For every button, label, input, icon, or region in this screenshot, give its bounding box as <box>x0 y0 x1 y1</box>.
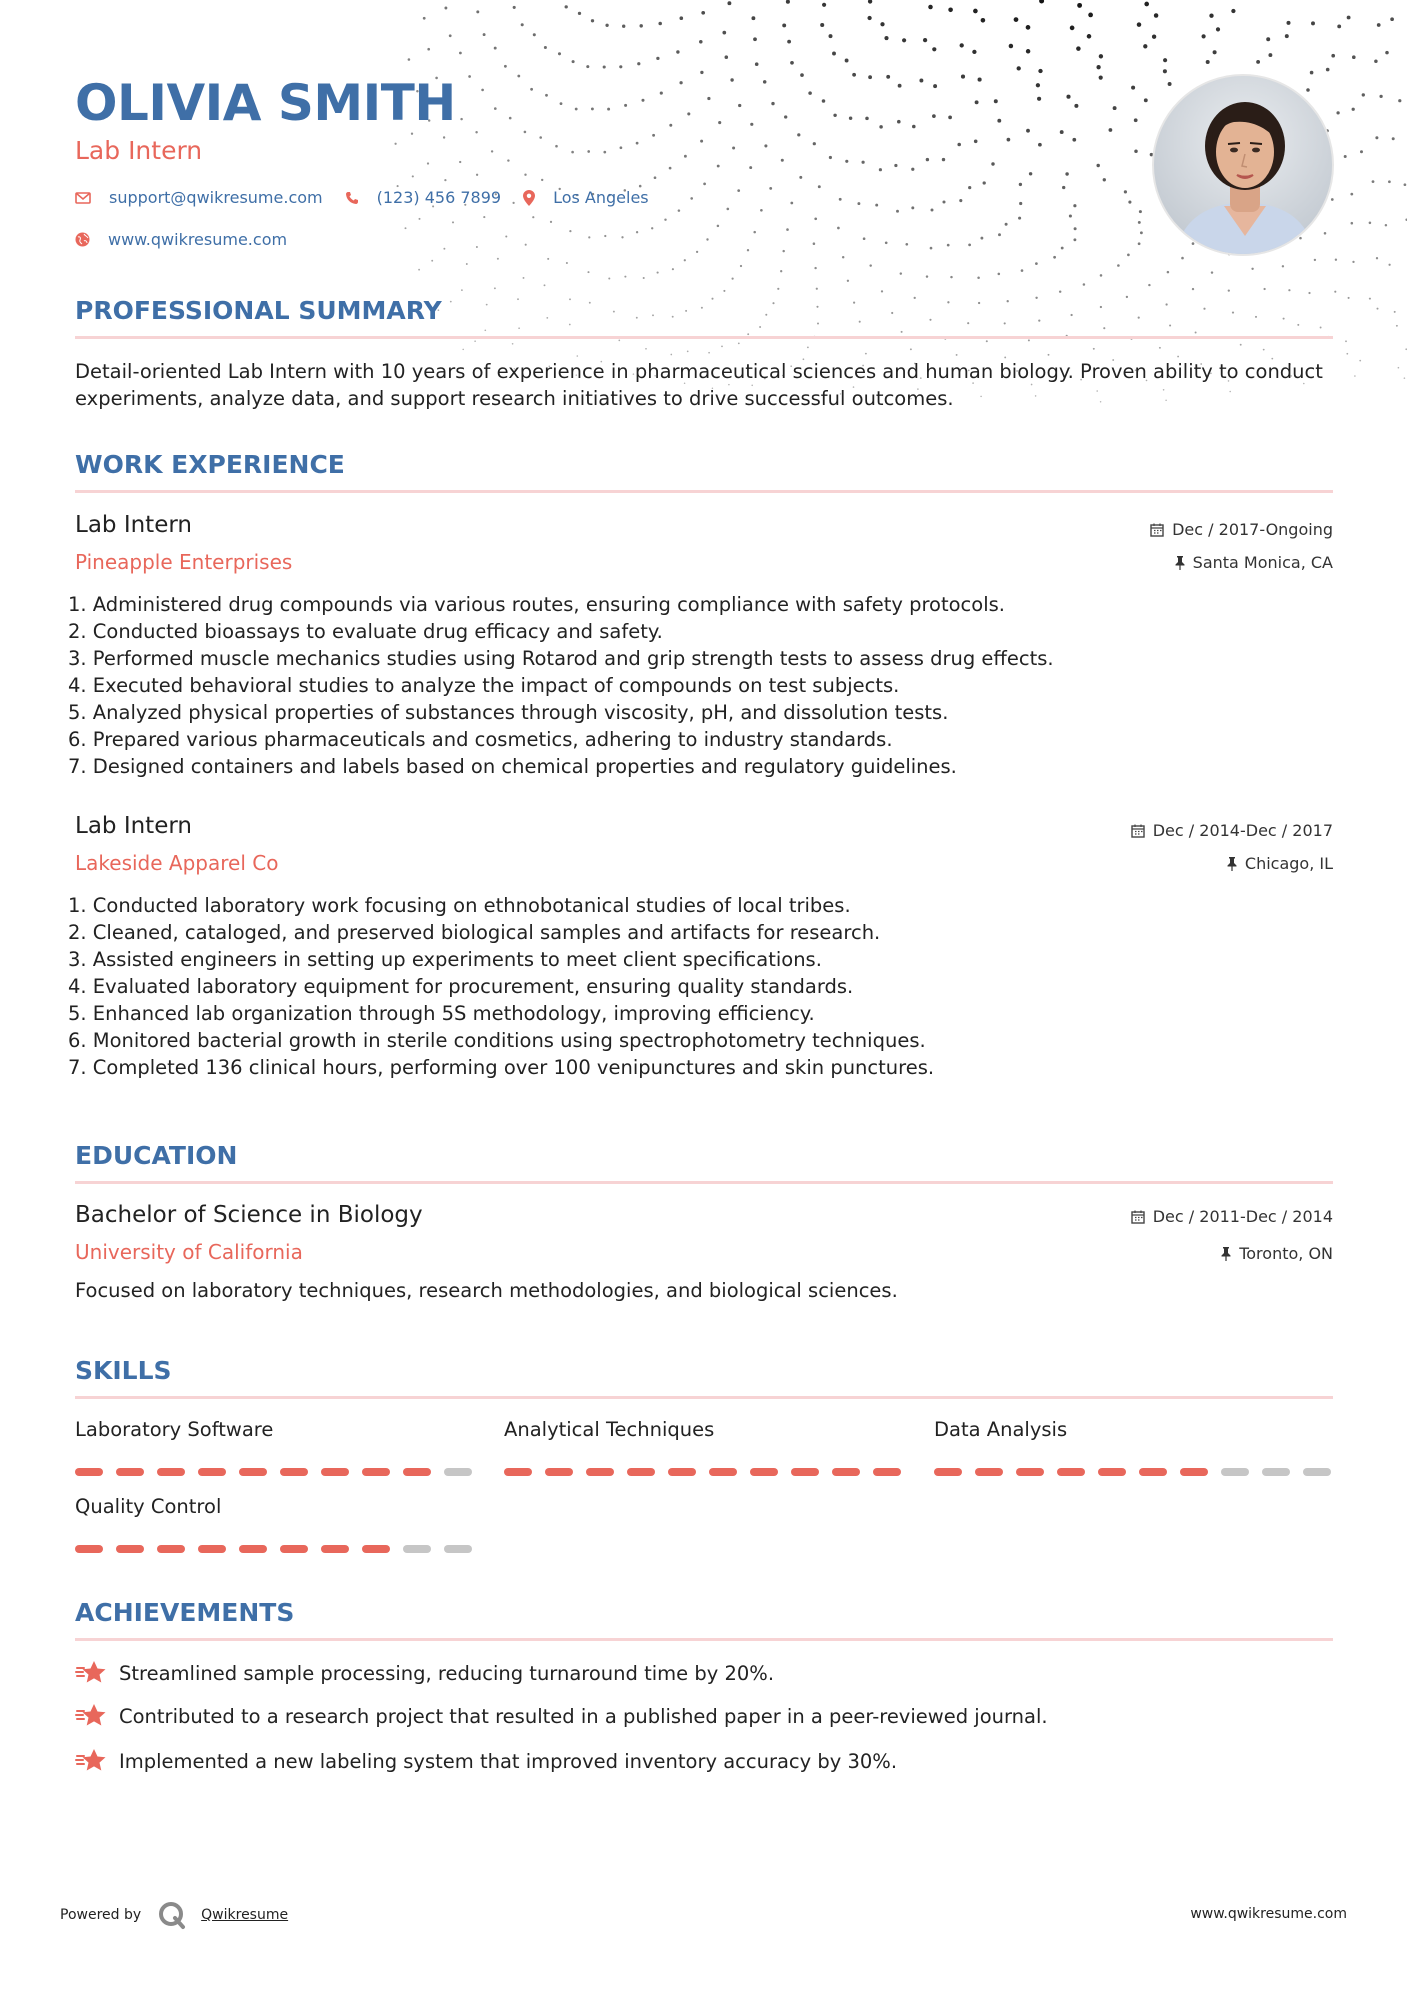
skill-level-bar <box>75 1545 485 1553</box>
website-row <box>75 230 309 249</box>
list-item: 1. Conducted laboratory work focusing on ethnobotanical studies of local tribes. <box>68 894 851 917</box>
education-description: Focused on laboratory techniques, research methodologies, and biological sciences. <box>75 1279 898 1302</box>
skill-segment-empty <box>444 1545 472 1553</box>
skill-segment-filled <box>75 1468 103 1476</box>
skill-segment-filled <box>362 1468 390 1476</box>
star-icon <box>75 1703 107 1729</box>
list-item: 5. Analyzed physical properties of substances through viscosity, pH, and dissolution tests. <box>68 701 949 724</box>
list-item: 4. Evaluated laboratory equipment for procurement, ensuring quality standards. <box>68 975 854 998</box>
qwikresume-logo-icon <box>157 1900 187 1930</box>
calendar-icon <box>1150 523 1164 537</box>
skill-segment-filled <box>791 1468 819 1476</box>
location-item <box>523 188 649 207</box>
skills-divider <box>75 1396 1333 1399</box>
job-date <box>1150 520 1333 539</box>
skill-segment-filled <box>157 1468 185 1476</box>
job-bullet-list <box>68 591 1338 780</box>
list-item: 7. Designed containers and labels based on chemical properties and regulatory guidelines. <box>68 755 957 778</box>
degree-title: Bachelor of Science in Biology <box>75 1202 423 1228</box>
achievement-item <box>75 1748 897 1774</box>
skill-segment-filled <box>1098 1468 1126 1476</box>
skill-segment-filled <box>280 1545 308 1553</box>
skill-segment-filled <box>975 1468 1003 1476</box>
work-divider <box>75 490 1333 493</box>
skill-segment-filled <box>1180 1468 1208 1476</box>
star-icon <box>75 1660 107 1686</box>
achievements-heading: ACHIEVEMENTS <box>75 1598 295 1627</box>
list-item: 1. Administered drug compounds via various routes, ensuring compliance with safety protocols. <box>68 593 1005 616</box>
job-location <box>1175 553 1333 572</box>
skill-level-bar <box>504 1468 914 1476</box>
skill-segment-filled <box>321 1468 349 1476</box>
skills-heading: SKILLS <box>75 1356 172 1385</box>
phone-text: (123) 456 7899 <box>376 188 502 207</box>
skill-segment-filled <box>362 1545 390 1553</box>
email-text: support@qwikresume.com <box>109 188 323 207</box>
summary-divider <box>75 336 1333 339</box>
list-item: 5. Enhanced lab organization through 5S methodology, improving efficiency. <box>68 1002 815 1025</box>
profile-photo <box>1152 74 1334 256</box>
education-heading: EDUCATION <box>75 1141 238 1170</box>
achievement-text: Implemented a new labeling system that improved inventory accuracy by 30%. <box>119 1749 898 1773</box>
list-item: 2. Conducted bioassays to evaluate drug efficacy and safety. <box>68 620 663 643</box>
education-date <box>1131 1207 1333 1226</box>
skill-segment-filled <box>709 1468 737 1476</box>
achievement-text: Streamlined sample processing, reducing turnaround time by 20%. <box>119 1661 775 1685</box>
list-item: 6. Prepared various pharmaceuticals and cosmetics, adhering to industry standards. <box>68 728 893 751</box>
calendar-icon <box>1131 1210 1145 1224</box>
job-date <box>1131 821 1333 840</box>
skill-segment-filled <box>504 1468 532 1476</box>
phone-icon <box>345 191 359 205</box>
contact-row <box>75 188 671 207</box>
achievement-item <box>75 1703 1048 1729</box>
calendar-icon <box>1131 824 1145 838</box>
achievement-item <box>75 1660 774 1686</box>
skill-segment-filled <box>1057 1468 1085 1476</box>
skill-segment-filled <box>403 1468 431 1476</box>
skill-segment-filled <box>1016 1468 1044 1476</box>
skill-segment-filled <box>668 1468 696 1476</box>
footer-brand-link[interactable]: Qwikresume <box>201 1907 289 1923</box>
pushpin-icon <box>1221 1247 1231 1261</box>
skill-segment-filled <box>198 1468 226 1476</box>
list-item: 3. Assisted engineers in setting up experiments to meet client specifications. <box>68 948 822 971</box>
star-icon <box>75 1748 107 1774</box>
skill-segment-filled <box>1139 1468 1167 1476</box>
globe-icon <box>75 232 90 247</box>
skill-name: Analytical Techniques <box>504 1418 715 1441</box>
skill-segment-empty <box>1262 1468 1290 1476</box>
pushpin-icon <box>1227 857 1237 871</box>
skill-segment-filled <box>750 1468 778 1476</box>
achievement-text: Contributed to a research project that resulted in a published paper in a peer-reviewed journal. <box>119 1704 1048 1728</box>
list-item: 7. Completed 136 clinical hours, performing over 100 venipunctures and skin punctures. <box>68 1056 935 1079</box>
skill-segment-filled <box>321 1545 349 1553</box>
job-title: Lab Intern <box>75 813 192 839</box>
skill-segment-filled <box>239 1468 267 1476</box>
website-item[interactable] <box>75 230 287 249</box>
company-name: Pineapple Enterprises <box>75 550 293 574</box>
map-pin-icon <box>523 190 535 206</box>
skill-segment-empty <box>403 1545 431 1553</box>
skill-name: Data Analysis <box>934 1418 1068 1441</box>
skill-level-bar <box>75 1468 485 1476</box>
job-location-text: Chicago, IL <box>1244 854 1333 873</box>
pushpin-icon <box>1175 556 1185 570</box>
skill-segment-filled <box>627 1468 655 1476</box>
skill-segment-empty <box>1221 1468 1249 1476</box>
footer-url[interactable]: www.qwikresume.com <box>1190 1906 1347 1922</box>
summary-heading: PROFESSIONAL SUMMARY <box>75 296 442 325</box>
education-location-text: Toronto, ON <box>1239 1244 1333 1263</box>
powered-by-label: Powered by <box>60 1907 142 1923</box>
envelope-icon <box>75 192 91 204</box>
job-bullet-list <box>68 892 1338 1081</box>
job-location-text: Santa Monica, CA <box>1192 553 1333 572</box>
phone-item[interactable] <box>345 188 501 207</box>
skill-name: Quality Control <box>75 1495 222 1518</box>
list-item: 4. Executed behavioral studies to analyze the impact of compounds on test subjects. <box>68 674 900 697</box>
list-item: 2. Cleaned, cataloged, and preserved biological samples and artifacts for research. <box>68 921 881 944</box>
skill-segment-filled <box>198 1545 226 1553</box>
education-date-text: Dec / 2011-Dec / 2014 <box>1152 1207 1333 1226</box>
skill-segment-empty <box>1303 1468 1331 1476</box>
skill-segment-filled <box>545 1468 573 1476</box>
skill-segment-filled <box>934 1468 962 1476</box>
education-divider <box>75 1181 1333 1184</box>
education-location <box>1221 1244 1333 1263</box>
skill-segment-filled <box>157 1545 185 1553</box>
candidate-name: OLIVIA SMITH <box>75 74 456 132</box>
skill-segment-filled <box>116 1545 144 1553</box>
skill-segment-filled <box>586 1468 614 1476</box>
skill-segment-filled <box>75 1545 103 1553</box>
website-text: www.qwikresume.com <box>108 230 288 249</box>
skill-segment-filled <box>116 1468 144 1476</box>
person-avatar-image <box>1154 76 1334 256</box>
footer-powered-by <box>60 1900 288 1930</box>
work-heading: WORK EXPERIENCE <box>75 450 345 479</box>
school-name: University of California <box>75 1240 303 1264</box>
list-item: 3. Performed muscle mechanics studies using Rotarod and grip strength tests to assess drug effects. <box>68 647 1054 670</box>
job-location <box>1227 854 1333 873</box>
skill-segment-filled <box>832 1468 860 1476</box>
job-date-text: Dec / 2014-Dec / 2017 <box>1152 821 1333 840</box>
achievements-divider <box>75 1638 1333 1641</box>
skill-name: Laboratory Software <box>75 1418 274 1441</box>
job-title: Lab Intern <box>75 512 192 538</box>
candidate-role: Lab Intern <box>75 136 203 165</box>
list-item: 6. Monitored bacterial growth in sterile conditions using spectrophotometry techniques. <box>68 1029 926 1052</box>
location-text: Los Angeles <box>553 188 649 207</box>
skill-segment-filled <box>280 1468 308 1476</box>
company-name: Lakeside Apparel Co <box>75 851 279 875</box>
summary-text: Detail-oriented Lab Intern with 10 years of experience in pharmaceutical sciences and human biology. Proven ability to conduct experiments, analyze data, and support research initiatives to drive successful outcomes. <box>75 360 1323 410</box>
skill-segment-empty <box>444 1468 472 1476</box>
skill-level-bar <box>934 1468 1344 1476</box>
job-date-text: Dec / 2017-Ongoing <box>1172 520 1333 539</box>
skill-segment-filled <box>239 1545 267 1553</box>
skill-segment-filled <box>873 1468 901 1476</box>
email-item[interactable] <box>75 188 323 207</box>
